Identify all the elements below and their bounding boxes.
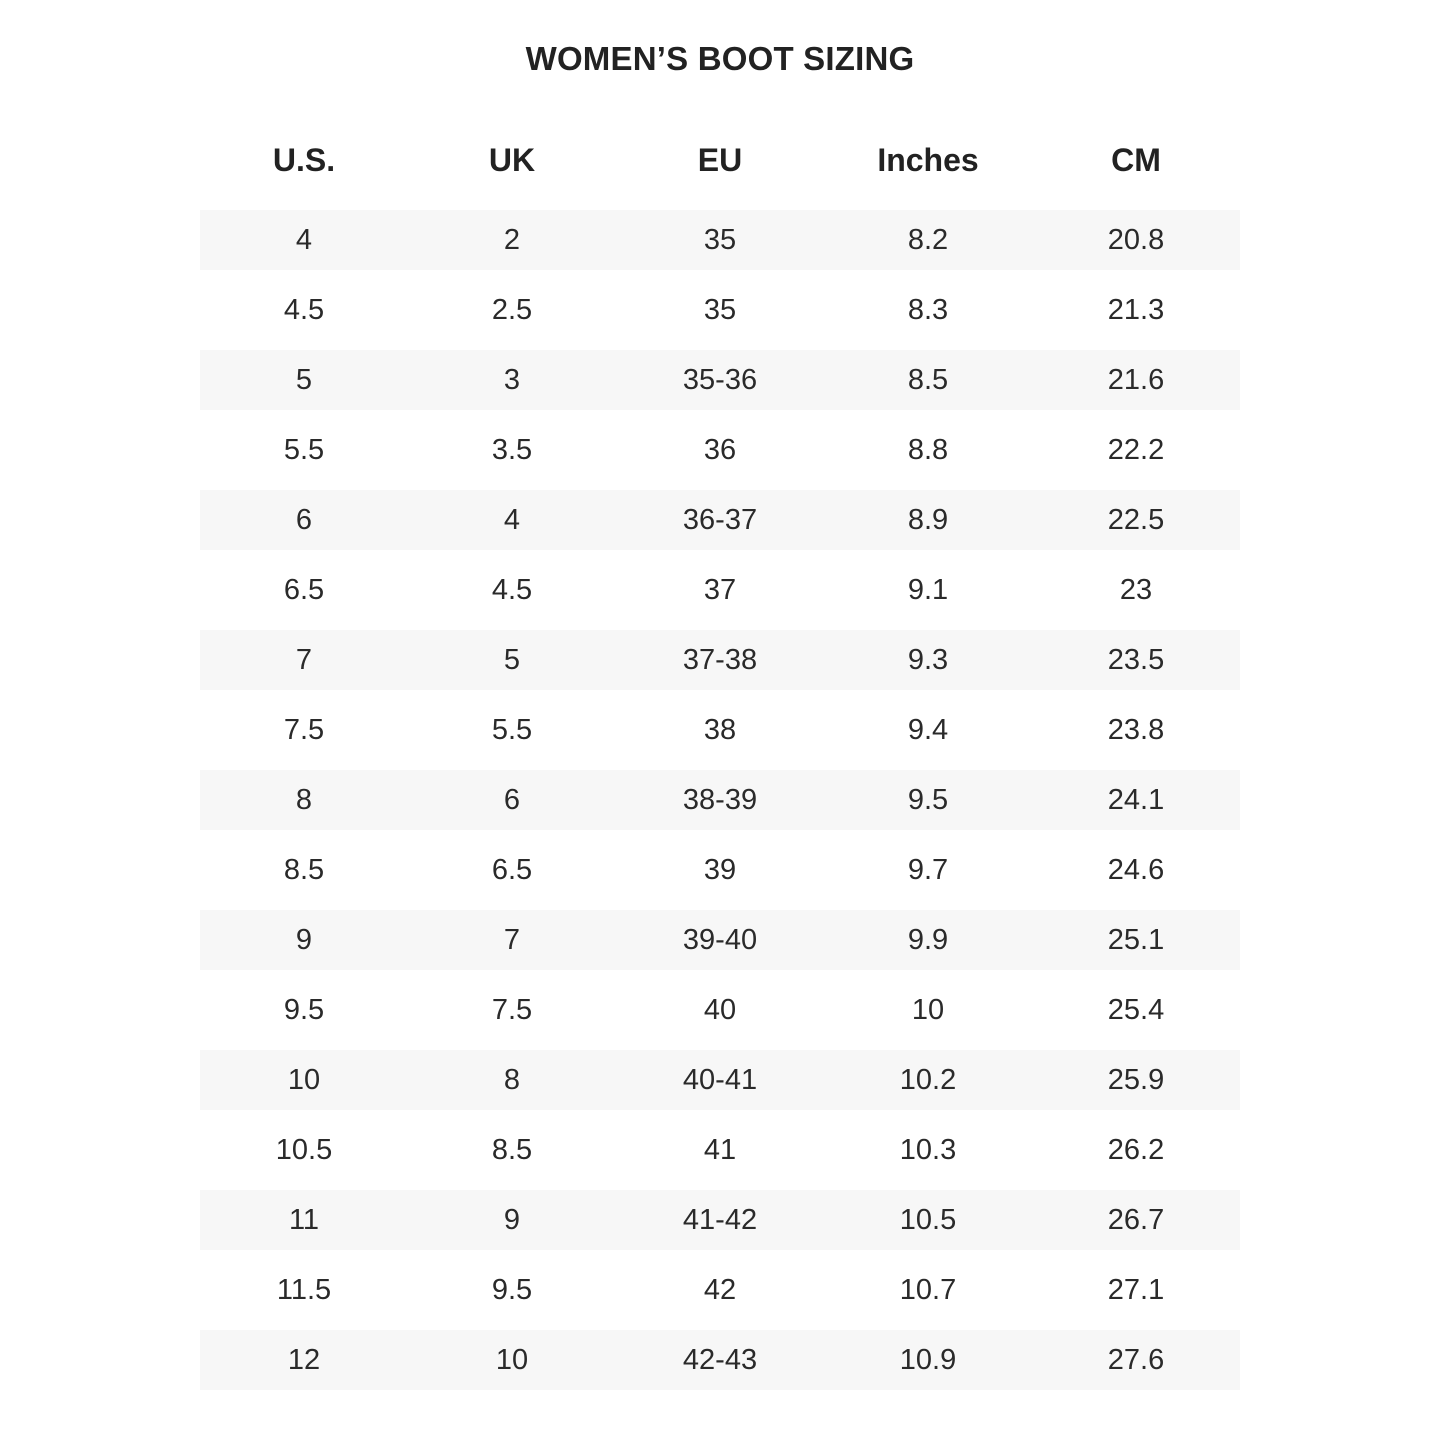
table-row <box>200 1120 1240 1180</box>
table-row <box>200 490 1240 550</box>
cell-uk: 9 <box>503 1203 521 1236</box>
column-header-cm: CM <box>1111 141 1161 178</box>
cell-cm: 22.2 <box>1107 433 1165 466</box>
cell-uk: 9.5 <box>491 1273 533 1306</box>
cell-uk: 6.5 <box>491 853 533 886</box>
cell-us: 10 <box>287 1063 321 1096</box>
cell-cm: 23.5 <box>1107 643 1165 676</box>
cell-cm: 22.5 <box>1107 503 1165 536</box>
cell-us: 8 <box>295 783 313 816</box>
cell-cm: 20.8 <box>1107 223 1165 256</box>
cell-eu: 41-42 <box>682 1203 758 1236</box>
table-row <box>200 770 1240 830</box>
cell-inches: 8.2 <box>907 223 949 256</box>
cell-uk: 4 <box>503 503 521 536</box>
table-row <box>200 350 1240 410</box>
cell-us: 11 <box>288 1203 320 1236</box>
cell-eu: 38 <box>703 713 737 746</box>
table-row <box>200 980 1240 1040</box>
cell-cm: 25.9 <box>1107 1063 1165 1096</box>
column-header-inches: Inches <box>877 141 979 178</box>
cell-us: 4.5 <box>283 293 325 326</box>
cell-eu: 41 <box>703 1133 737 1166</box>
cell-inches: 8.3 <box>907 293 949 326</box>
cell-inches: 8.9 <box>907 503 949 536</box>
cell-cm: 26.7 <box>1107 1203 1165 1236</box>
cell-us: 6.5 <box>283 573 325 606</box>
cell-inches: 10.3 <box>899 1133 957 1166</box>
cell-inches: 9.4 <box>907 713 949 746</box>
cell-inches: 10.7 <box>899 1273 957 1306</box>
column-header-uk: UK <box>488 141 536 178</box>
cell-eu: 35-36 <box>682 363 758 396</box>
cell-us: 10.5 <box>275 1133 333 1166</box>
cell-uk: 3 <box>503 363 521 396</box>
cell-eu: 39 <box>703 853 737 886</box>
cell-inches: 9.7 <box>907 853 949 886</box>
cell-eu: 42 <box>703 1273 737 1306</box>
column-header-eu: EU <box>697 141 743 178</box>
cell-us: 9 <box>295 923 313 956</box>
cell-eu: 39-40 <box>682 923 758 956</box>
cell-eu: 37-38 <box>682 643 758 676</box>
cell-uk: 2 <box>503 223 521 256</box>
cell-inches: 10 <box>911 993 945 1026</box>
table-row <box>200 420 1240 480</box>
cell-eu: 38-39 <box>682 783 758 816</box>
cell-cm: 26.2 <box>1107 1133 1165 1166</box>
cell-us: 7.5 <box>283 713 325 746</box>
page-title: WOMEN’S BOOT SIZING <box>525 40 915 77</box>
cell-eu: 42-43 <box>682 1343 758 1376</box>
cell-uk: 8.5 <box>491 1133 533 1166</box>
cell-inches: 9.3 <box>907 643 949 676</box>
cell-us: 6 <box>295 503 313 536</box>
cell-eu: 36 <box>703 433 737 466</box>
cell-inches: 10.9 <box>899 1343 957 1376</box>
table-row <box>200 910 1240 970</box>
cell-us: 12 <box>287 1343 321 1376</box>
cell-cm: 25.4 <box>1107 993 1165 1026</box>
cell-cm: 25.1 <box>1107 923 1165 956</box>
cell-us: 5.5 <box>283 433 325 466</box>
table-row <box>200 840 1240 900</box>
cell-inches: 9.9 <box>907 923 949 956</box>
size-chart-table <box>200 130 1240 1400</box>
cell-uk: 5 <box>503 643 521 676</box>
cell-inches: 9.1 <box>907 573 949 606</box>
cell-inches: 9.5 <box>907 783 949 816</box>
table-body <box>200 210 1240 1390</box>
cell-inches: 8.5 <box>907 363 949 396</box>
cell-cm: 21.6 <box>1107 363 1165 396</box>
cell-uk: 7.5 <box>491 993 533 1026</box>
table-row <box>200 1050 1240 1110</box>
cell-cm: 23.8 <box>1107 713 1165 746</box>
table-row <box>200 700 1240 760</box>
table-row <box>200 560 1240 620</box>
cell-us: 7 <box>295 643 313 676</box>
table-row <box>200 630 1240 690</box>
cell-inches: 8.8 <box>907 433 949 466</box>
column-header-us: U.S. <box>272 141 336 178</box>
cell-us: 11.5 <box>276 1273 332 1306</box>
cell-cm: 23 <box>1119 573 1153 606</box>
cell-us: 4 <box>295 223 313 256</box>
cell-us: 5 <box>295 363 313 396</box>
table-row <box>200 1330 1240 1390</box>
cell-uk: 8 <box>503 1063 521 1096</box>
cell-eu: 35 <box>703 293 737 326</box>
cell-us: 9.5 <box>283 993 325 1026</box>
cell-us: 8.5 <box>283 853 325 886</box>
cell-uk: 10 <box>495 1343 529 1376</box>
cell-cm: 24.6 <box>1107 853 1165 886</box>
cell-eu: 36-37 <box>682 503 758 536</box>
cell-eu: 40-41 <box>682 1063 758 1096</box>
cell-cm: 27.1 <box>1107 1273 1165 1306</box>
cell-uk: 4.5 <box>491 573 533 606</box>
cell-eu: 35 <box>703 223 737 256</box>
table-header <box>200 130 1240 190</box>
cell-uk: 7 <box>503 923 521 956</box>
table-row <box>200 1190 1240 1250</box>
cell-eu: 40 <box>703 993 737 1026</box>
table-row <box>200 1260 1240 1320</box>
cell-uk: 6 <box>503 783 521 816</box>
table-row <box>200 280 1240 340</box>
cell-inches: 10.2 <box>899 1063 957 1096</box>
cell-uk: 2.5 <box>491 293 533 326</box>
cell-uk: 5.5 <box>491 713 533 746</box>
cell-cm: 27.6 <box>1107 1343 1165 1376</box>
cell-inches: 10.5 <box>899 1203 957 1236</box>
cell-cm: 24.1 <box>1107 783 1165 816</box>
cell-uk: 3.5 <box>491 433 533 466</box>
table-row <box>200 210 1240 270</box>
cell-eu: 37 <box>703 573 737 606</box>
cell-cm: 21.3 <box>1107 293 1165 326</box>
